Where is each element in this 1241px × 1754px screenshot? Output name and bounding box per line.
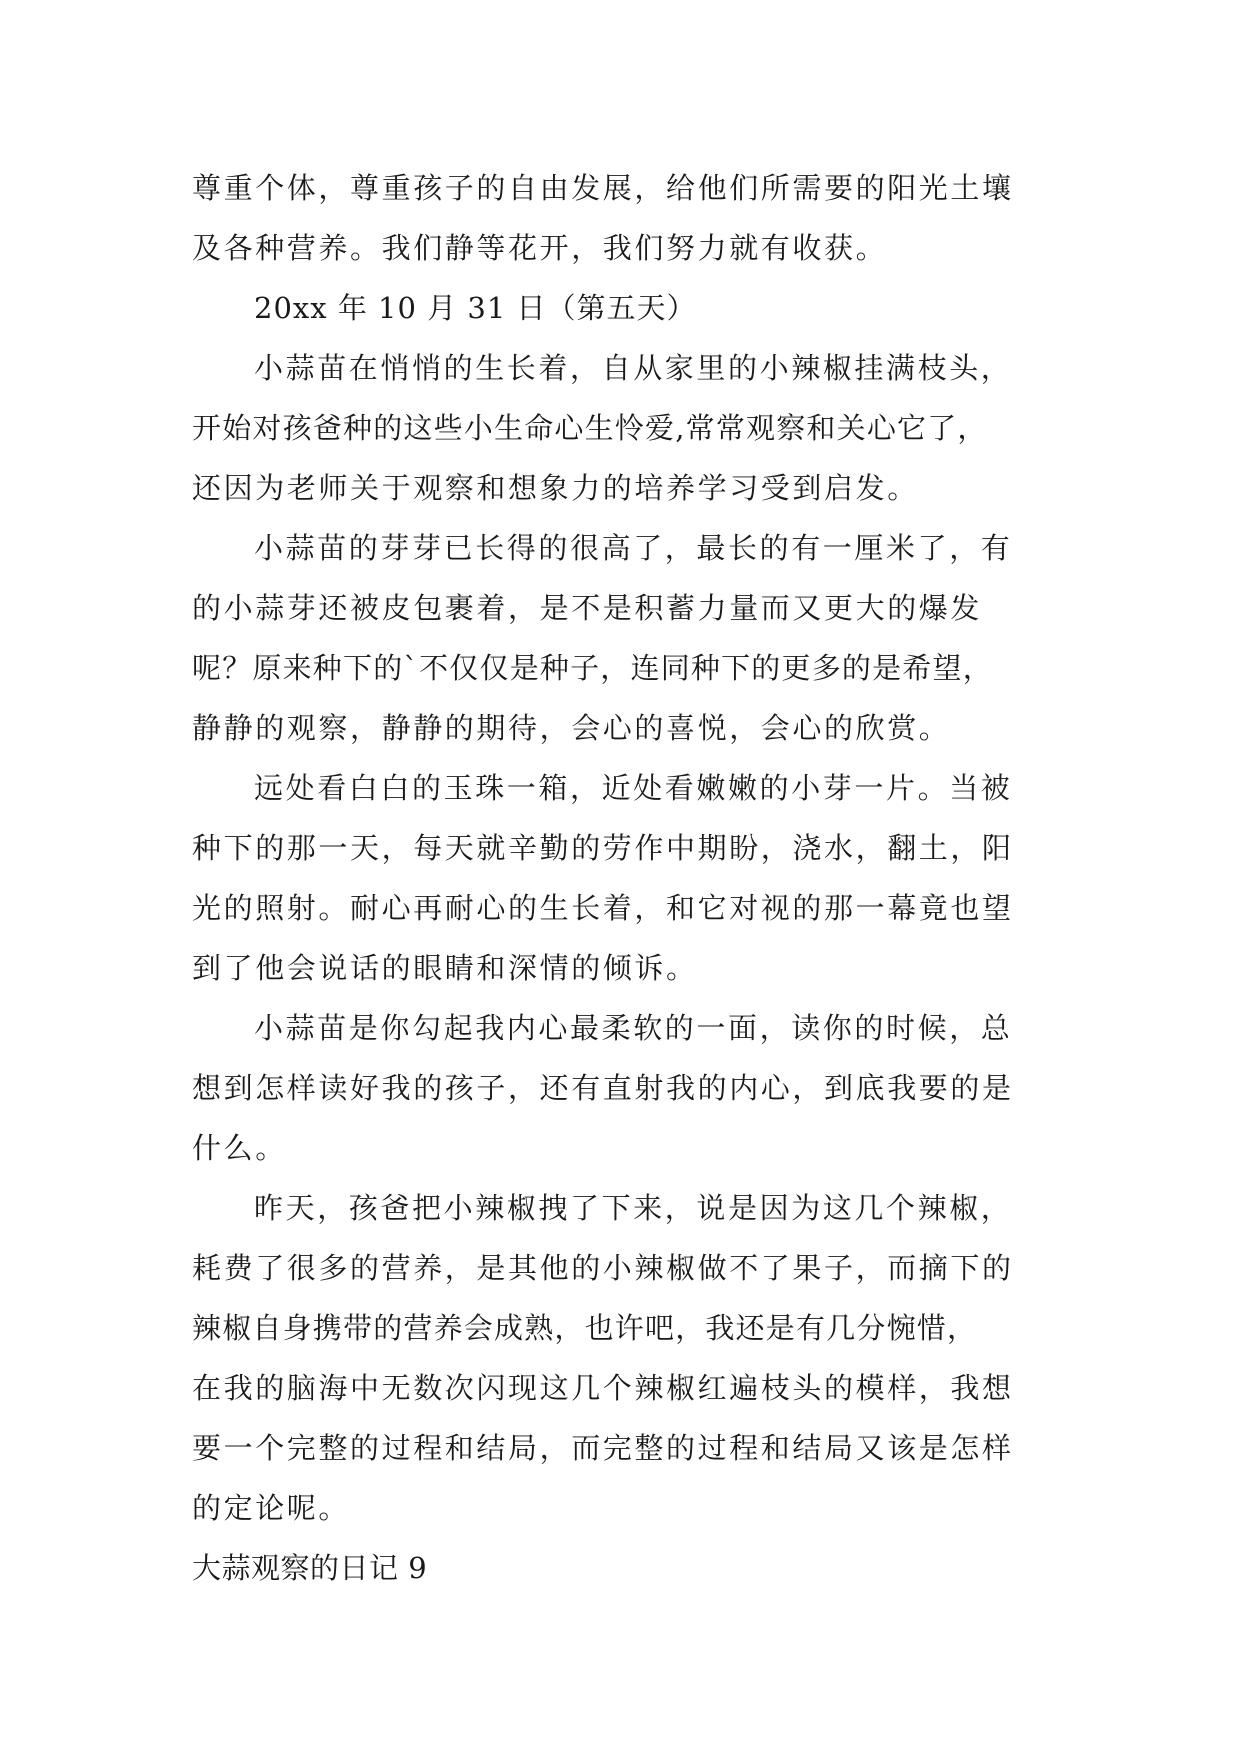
document-body — [192, 158, 1062, 1598]
text-line: 什么。 — [192, 1131, 287, 1165]
text-line: 种下的那一天，每天就辛勤的劳作中期盼，浇水，翻土，阳 — [192, 831, 1014, 865]
text-line: 要一个完整的过程和结局，而完整的过程和结局又该是怎样 — [192, 1431, 1014, 1465]
text-line: 耗费了很多的营养，是其他的小辣椒做不了果子，而摘下的 — [192, 1251, 1014, 1285]
entry-date: 20xx 年 10 月 31 日（第五天） — [254, 291, 697, 325]
text-line: 的小蒜芽还被皮包裹着，是不是积蓄力量而又更大的爆发 — [192, 591, 983, 625]
text-line: 开始对孩爸种的这些小生命心生怜爱,常常观察和关心它了， — [192, 411, 988, 445]
section-title: 大蒜观察的日记 9 — [192, 1551, 428, 1585]
text-line: 辣椒自身携带的营养会成熟，也许吧，我还是有几分惋惜， — [192, 1311, 978, 1345]
text-line: 尊重个体，尊重孩子的自由发展，给他们所需要的阳光土壤 — [192, 171, 1014, 205]
text-line: 及各种营养。我们静等花开，我们努力就有收获。 — [192, 231, 888, 265]
text-line: 静静的观察，静静的期待，会心的喜悦，会心的欣赏。 — [192, 711, 951, 745]
paragraph-first-line: 小蒜苗在悄悄的生长着，自从家里的小辣椒挂满枝头， — [254, 351, 1013, 385]
paragraph-first-line: 远处看白白的玉珠一箱，近处看嫩嫩的小芽一片。当被 — [254, 771, 1013, 805]
text-line: 呢？原来种下的`不仅仅是种子，连同种下的更多的是希望， — [192, 651, 993, 685]
paragraph-first-line: 昨天，孩爸把小辣椒拽了下来，说是因为这几个辣椒， — [254, 1191, 1013, 1225]
text-line: 到了他会说话的眼睛和深情的倾诉。 — [192, 951, 698, 985]
text-line: 想到怎样读好我的孩子，还有直射我的内心，到底我要的是 — [192, 1071, 1014, 1105]
text-line: 在我的脑海中无数次闪现这几个辣椒红遍枝头的模样，我想 — [192, 1371, 1014, 1405]
paragraph-first-line: 小蒜苗的芽芽已长得的很高了，最长的有一厘米了，有 — [254, 531, 1013, 565]
text-line: 光的照射。耐心再耐心的生长着，和它对视的那一幕竟也望 — [192, 891, 1014, 925]
text-line: 还因为老师关于观察和想象力的培养学习受到启发。 — [192, 471, 919, 505]
text-line: 的定论呢。 — [192, 1491, 351, 1525]
paragraph-first-line: 小蒜苗是你勾起我内心最柔软的一面，读你的时候，总 — [254, 1011, 1013, 1045]
